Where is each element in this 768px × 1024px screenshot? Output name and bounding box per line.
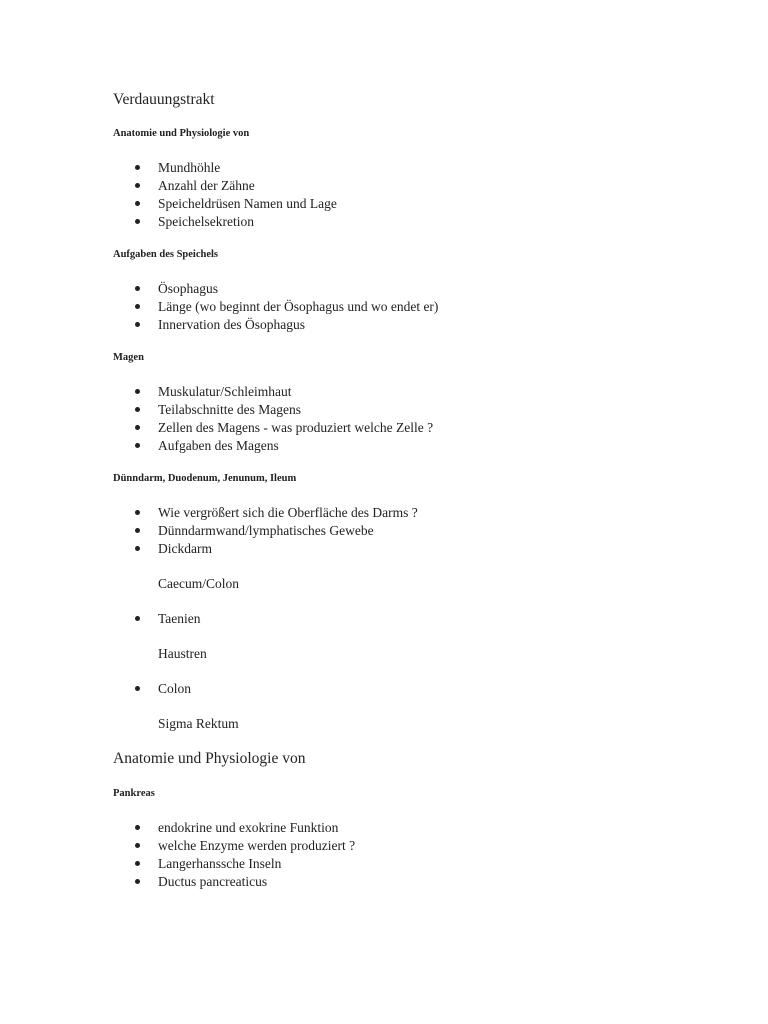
- paragraph-haustren: Haustren: [158, 646, 207, 661]
- bullet-icon: [135, 201, 140, 206]
- bullet-icon: [135, 443, 140, 448]
- section-title-anatomie: Anatomie und Physiologie von: [113, 750, 306, 767]
- bullet-icon: [135, 165, 140, 170]
- list-item: welche Enzyme werden produziert ?: [158, 838, 356, 853]
- bullet-icon: [135, 686, 140, 691]
- bullet-icon: [135, 183, 140, 188]
- bullet-icon: [135, 407, 140, 412]
- list-item: Speichelsekretion: [158, 214, 254, 229]
- section-heading-speichel: Aufgaben des Speichels: [113, 249, 219, 260]
- bullet-icon: [135, 286, 140, 291]
- bullet-icon: [135, 825, 140, 830]
- section-heading-duenndarm: Dünndarm, Duodenum, Jenunum, Ileum: [113, 473, 297, 484]
- bullet-icon: [135, 879, 140, 884]
- list-item: Anzahl der Zähne: [158, 178, 255, 193]
- bullet-icon: [135, 219, 140, 224]
- list-item: Muskulatur/Schleimhaut: [158, 384, 292, 399]
- list-item: Ductus pancreaticus: [158, 874, 268, 889]
- list-item: Taenien: [158, 611, 201, 626]
- list-item: Langerhanssche Inseln: [158, 856, 282, 871]
- bullet-icon: [135, 528, 140, 533]
- bullet-icon: [135, 861, 140, 866]
- paragraph-sigma: Sigma Rektum: [158, 716, 239, 731]
- paragraph-caecum: Caecum/Colon: [158, 576, 239, 591]
- list-item: endokrine und exokrine Funktion: [158, 820, 339, 835]
- section-heading-pankreas: Pankreas: [113, 788, 155, 799]
- list-item: Länge (wo beginnt der Ösophagus und wo endet er): [158, 299, 439, 314]
- bullet-icon: [135, 843, 140, 848]
- list-item: Dickdarm: [158, 541, 212, 556]
- list-item: Wie vergrößert sich die Oberfläche des Darms ?: [158, 505, 418, 520]
- bullet-icon: [135, 616, 140, 621]
- bullet-icon: [135, 510, 140, 515]
- list-item: Innervation des Ösophagus: [158, 317, 305, 332]
- section-heading-magen: Magen: [113, 352, 144, 363]
- document-title: Verdauungstrakt: [113, 91, 215, 108]
- list-item: Teilabschnitte des Magens: [158, 402, 302, 417]
- list-item: Dünndarmwand/lymphatisches Gewebe: [158, 523, 374, 538]
- list-item: Colon: [158, 681, 192, 696]
- bullet-icon: [135, 304, 140, 309]
- list-item: Aufgaben des Magens: [158, 438, 279, 453]
- bullet-icon: [135, 546, 140, 551]
- list-item: Mundhöhle: [158, 160, 221, 175]
- section-heading-anatomie: Anatomie und Physiologie von: [113, 128, 250, 139]
- bullet-icon: [135, 389, 140, 394]
- list-item: Zellen des Magens - was produziert welche Zelle ?: [158, 420, 434, 435]
- bullet-icon: [135, 322, 140, 327]
- list-item: Ösophagus: [158, 281, 218, 296]
- list-item: Speicheldrüsen Namen und Lage: [158, 196, 337, 211]
- bullet-icon: [135, 425, 140, 430]
